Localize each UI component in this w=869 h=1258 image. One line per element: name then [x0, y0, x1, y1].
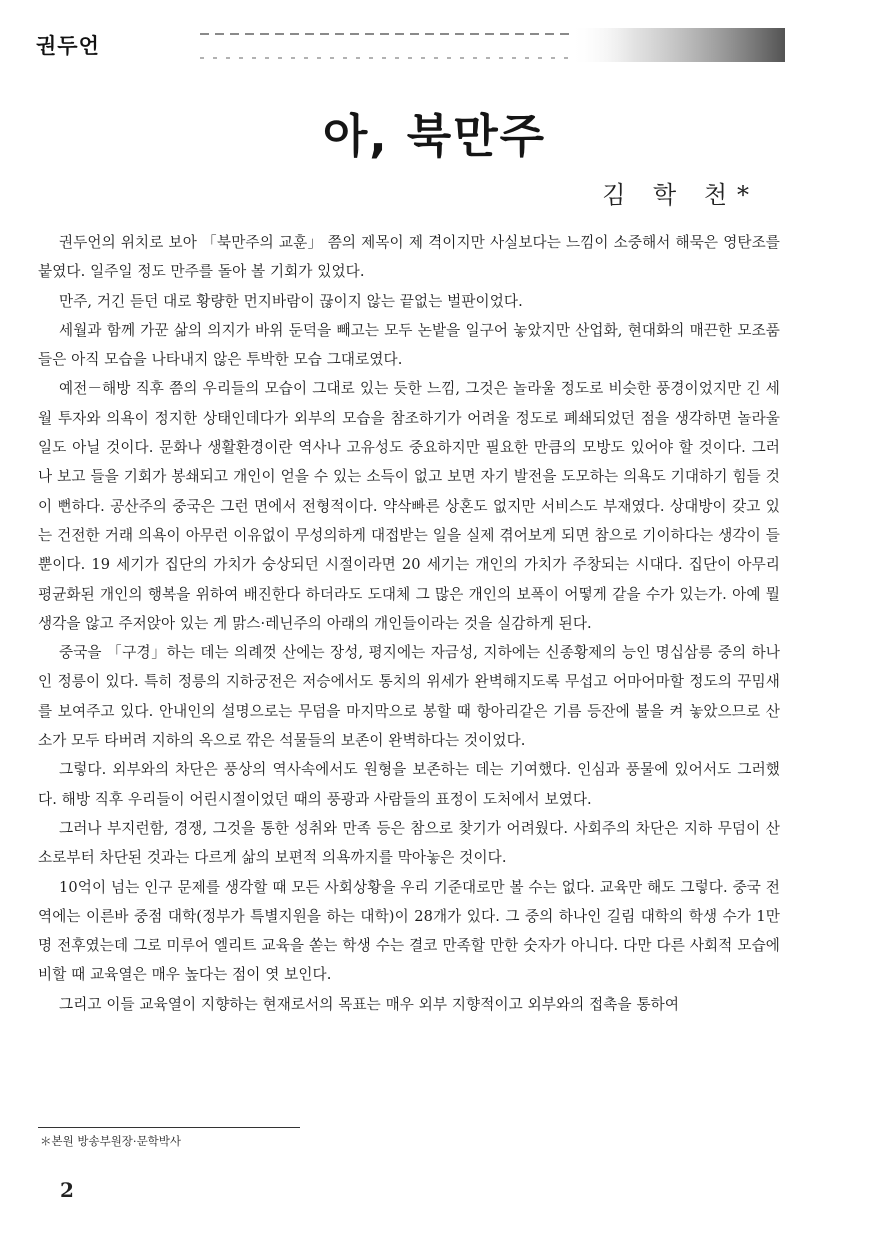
paragraph: 10억이 넘는 인구 문제를 생각할 때 모든 사회상황을 우리 기준대로만 볼 수는 없다. 교육만 해도 그렇다. 중국 전역에는 이른바 중점 대학(정부가 특별지원을 하는 대학)이 28개가 있다. 그 중의 하나인 길림 대학의 학생 수가 1만명 전후였는데 그로 미루어 엘리트 교육을 쏟는 학생 수는 결코 만족할 만한 숫자가 아니다. 다만 다른 사회적 모습에 비할 때 교육열은 매우 높다는 점이 엿 보인다. — [38, 878, 780, 984]
paragraph: 그리고 이들 교육열이 지향하는 현재로서의 목표는 매우 외부 지향적이고 외부와의 접촉을 통하여 — [59, 995, 680, 1013]
footnote: ＊본원 방송부원장·문학박사 — [40, 1134, 182, 1148]
section-label: 권두언 — [36, 34, 100, 58]
article-body — [38, 228, 780, 1019]
header-decoration — [200, 20, 785, 64]
footnote-divider — [38, 1127, 300, 1128]
paragraph: 중국을 「구경」하는 데는 의례껏 산에는 장성, 평지에는 자금성, 지하에는 신종황제의 능인 명십삼릉 중의 하나인 정릉이 있다. 특히 정릉의 지하궁전은 저승에서도 통치의 위세가 완벽해지도록 무섭고 어마어마할 정도의 꾸밈새를 보여주고 있다. 안내인의 설명으로는 무덤을 마지막으로 봉할 때 항아리같은 기름 등잔에 불을 켜 놓았으므로 산소가 모두 타버려 지하의 옥으로 깎은 석물들의 보존이 완벽하다는 것이었다. — [38, 644, 780, 750]
paragraph: 그러나 부지런함, 경쟁, 그것을 통한 성취와 만족 등은 참으로 찾기가 어려웠다. 사회주의 차단은 지하 무덤이 산소로부터 차단된 것과는 다르게 삶의 보편적 의욕까지를 막아놓은 것이다. — [38, 819, 780, 867]
paragraph: 그렇다. 외부와의 차단은 풍상의 역사속에서도 원형을 보존하는 데는 기여했다. 인심과 풍물에 있어서도 그러했다. 해방 직후 우리들이 어린시절이었던 때의 풍광과 사람들의 표정이 도처에서 보였다. — [38, 761, 780, 808]
page-number: 2 — [60, 1178, 74, 1202]
paragraph: 예전－해방 직후 쯤의 우리들의 모습이 그대로 있는 듯한 느낌, 그것은 놀라울 정도로 비슷한 풍경이었지만 긴 세월 투자와 의욕이 정지한 상태인데다가 외부의 모습을 참조하기가 어려울 정도로 폐쇄되었던 점을 생각하면 놀라울 일도 아닐 것이다. 문화나 생활환경이란 역사나 고유성도 중요하지만 필요한 만큼의 모방도 있어야 할 것이다. 그러나 보고 들을 기회가 봉쇄되고 개인이 얻을 수 있는 소득이 없고 보면 자기 발전을 도모하는 의욕도 기대하기 힘들 것이 뻔하다. 공산주의 중국은 그런 면에서 전형적이다. 약삭빠른 상혼도 없지만 서비스도 부재였다. 상대방이 갖고 있는 건전한 거래 의욕이 아무런 이유없이 무성의하게 대접받는 일을 실제 겪어보게 되면 참으로 기이하다는 생각이 들 뿐이다. 19 세기가 집단의 가치가 숭상되던 시절이라면 20 세기는 개인의 가치가 주창되는 시대다. 집단이 아무리 평균화된 개인의 행복을 위하여 배진한다 하더라도 도대체 그 많은 개인의 보폭이 어떻게 같을 수가 있는가. 아예 뭘 생각을 않고 주저앉아 있는 게 맑스·레닌주의 아래의 개인들이라는 것을 실감하게 된다. — [38, 380, 780, 632]
paragraph: 세월과 함께 가꾼 삶의 의지가 바위 둔덕을 빼고는 모두 논밭을 일구어 놓았지만 산업화, 현대화의 매끈한 모조품들은 아직 모습을 나타내지 않은 투박한 모습 그대로였다. — [38, 321, 780, 369]
author-name: 김 학 천* — [602, 181, 759, 209]
paragraph: 만주, 거긴 듣던 대로 황량한 먼지바람이 끊이지 않는 끝없는 벌판이었다. — [59, 292, 523, 310]
paragraph: 권두언의 위치로 보아 「북만주의 교훈」 쯤의 제목이 제 격이지만 사실보다는 느낌이 소중해서 해묵은 영탄조를 붙였다. 일주일 정도 만주를 돌아 볼 기회가 있었다. — [38, 234, 780, 281]
article-title: 아, 북만주 — [322, 109, 547, 163]
